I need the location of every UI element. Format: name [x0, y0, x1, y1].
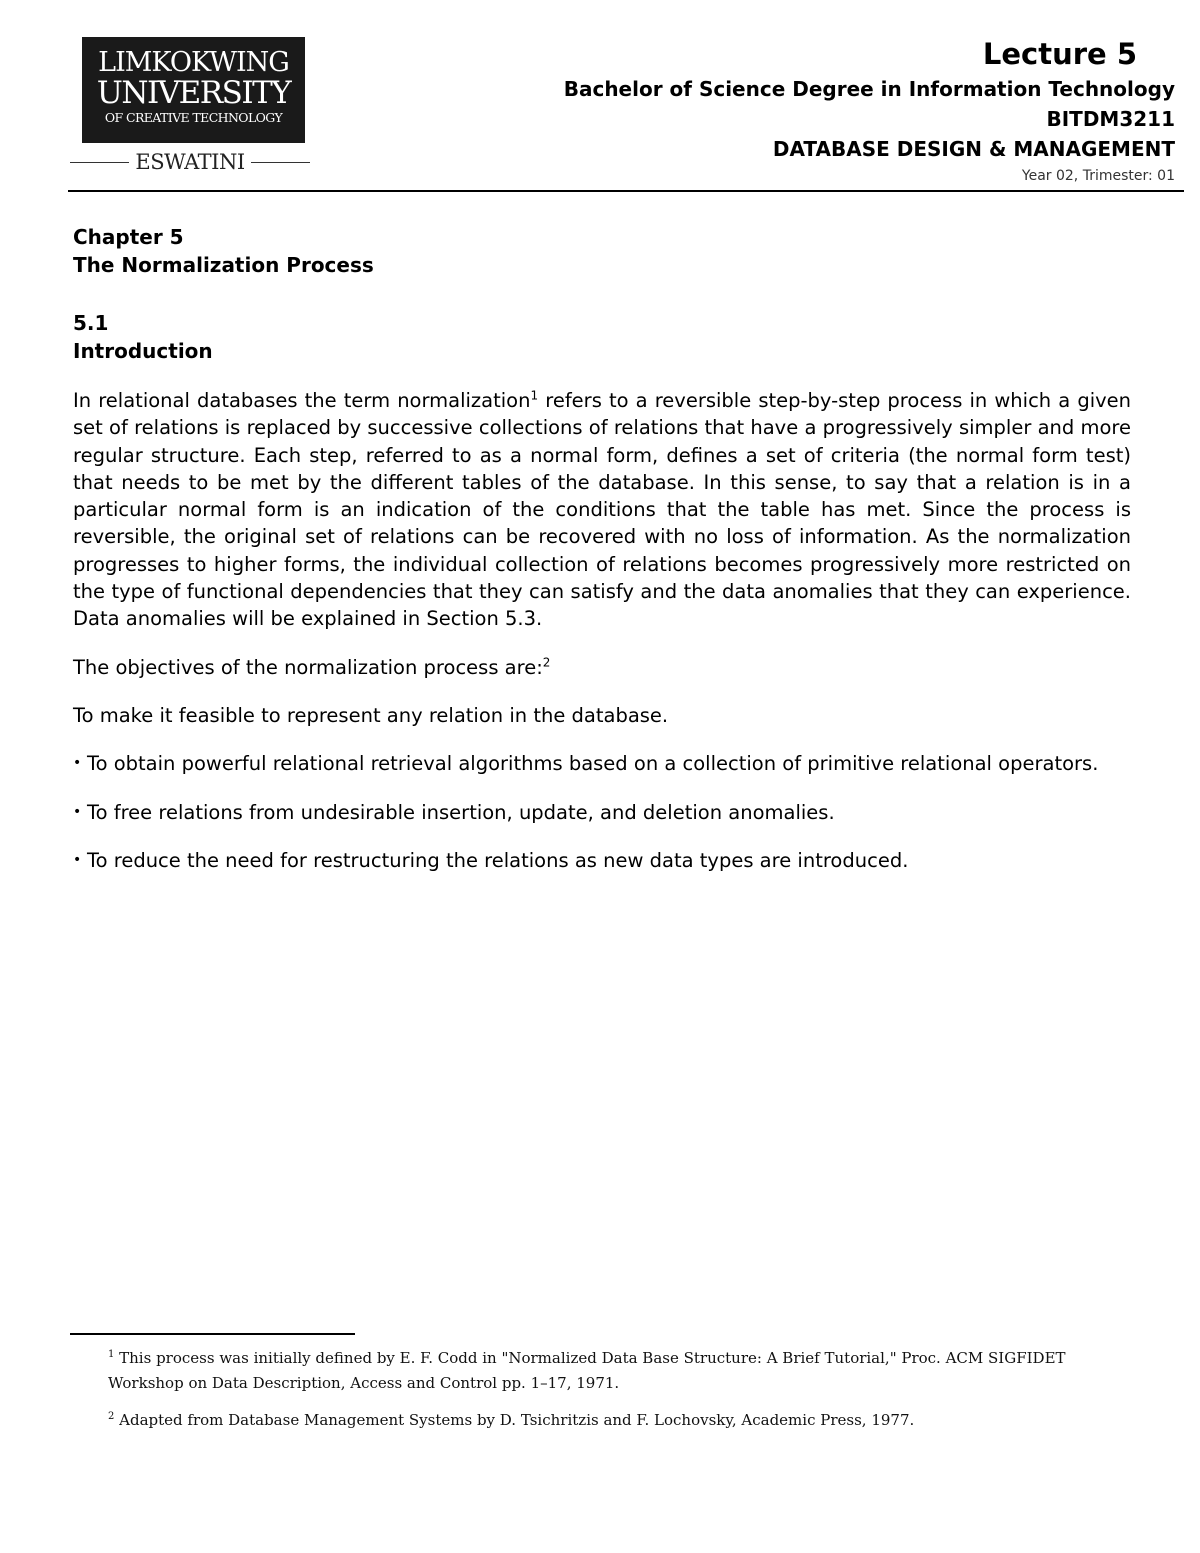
logo-box [82, 37, 305, 143]
chapter-title: The Normalization Process [73, 253, 374, 277]
footnotes [108, 1346, 1138, 1433]
intro-text-start: In relational databases the term normalization [73, 389, 531, 412]
logo-campus [70, 150, 310, 174]
section-number: 5.1 [73, 311, 109, 335]
section-title: Introduction [73, 339, 213, 363]
footnote-marker-2: 2 [108, 1411, 115, 1422]
bullet-text: To obtain powerful relational retrieval algorithms based on a collection of primitive relational operators. [87, 752, 1099, 776]
course-name: DATABASE DESIGN & MANAGEMENT [772, 137, 1175, 161]
footnote-marker-1: 1 [108, 1349, 115, 1360]
objective-first: To make it feasible to represent any relation in the database. [73, 703, 669, 727]
bullet-marker: • [73, 755, 82, 772]
footnote-2 [108, 1408, 1138, 1433]
logo-line-2: UNIVERSITY [96, 75, 291, 111]
logo-campus-name: ESWATINI [135, 150, 245, 174]
header-divider [68, 190, 1184, 192]
intro-text-end: refers to a reversible step-by-step process in which a given set of relations is replaced by successive collections of relations that have a progressively simpler and more regular structure. Each step, referred to as a normal form, defines a set of criteria (the normal form test) that needs to be met by the different tables of the database. In this sense, to say that a relation is in a particular normal form is an indication of the conditions that the table has met. Since the process is reversible, the original set of relations can be recovered with no loss of information. As the normalization progresses to higher forms, the individual collection of relations becomes progressively more restricted on the type of functional dependencies that they can satisfy and the data anomalies that they can experience. Data anomalies will be explained in Section 5.3. [73, 389, 1132, 631]
footnote-text-2: Adapted from Database Management Systems by D. Tsichritzis and F. Lochovsky, Academic Press, 1977. [114, 1411, 915, 1429]
year-term: Year 02, Trimester: 01 [1021, 168, 1175, 184]
bullet-item [73, 847, 1131, 874]
footnote-1 [108, 1346, 1138, 1396]
bullet-marker: • [73, 851, 82, 868]
objectives-intro-text: The objectives of the normalization process are: [73, 655, 543, 679]
objectives-intro [73, 654, 1131, 681]
document-body [73, 223, 1131, 874]
intro-paragraph [73, 387, 1131, 633]
logo-line-1: LIMKOKWING [98, 47, 289, 78]
logo-rule-right [251, 162, 310, 163]
bullet-text: To free relations from undesirable insertion, update, and deletion anomalies. [87, 800, 835, 824]
footnote-ref-2[interactable]: 2 [542, 655, 551, 670]
course-code: BITDM3211 [1046, 107, 1175, 131]
footnote-divider [70, 1333, 355, 1335]
bullet-marker: • [73, 803, 82, 820]
chapter-number: Chapter 5 [73, 225, 184, 249]
footnote-text-1: This process was initially defined by E. F. Codd in "Normalized Data Base Structure: A Brief Tutorial," Proc. ACM SIGFIDET Workshop on Data Description, Access and Control pp. 1–17, 1971. [108, 1349, 1066, 1392]
bullet-text: To reduce the need for restructuring the relations as new data types are introduced. [87, 848, 909, 872]
university-logo [82, 37, 305, 174]
degree-name: Bachelor of Science Degree in Information Technology [563, 77, 1175, 101]
lecture-title: Lecture 5 [982, 37, 1137, 71]
bullet-item [73, 799, 1131, 826]
footnote-ref-1[interactable]: 1 [530, 388, 539, 403]
logo-line-3: OF CREATIVE TECHNOLOGY [104, 110, 283, 125]
bullet-item [73, 750, 1131, 777]
document-header [564, 36, 1175, 188]
logo-rule-left [70, 162, 129, 163]
